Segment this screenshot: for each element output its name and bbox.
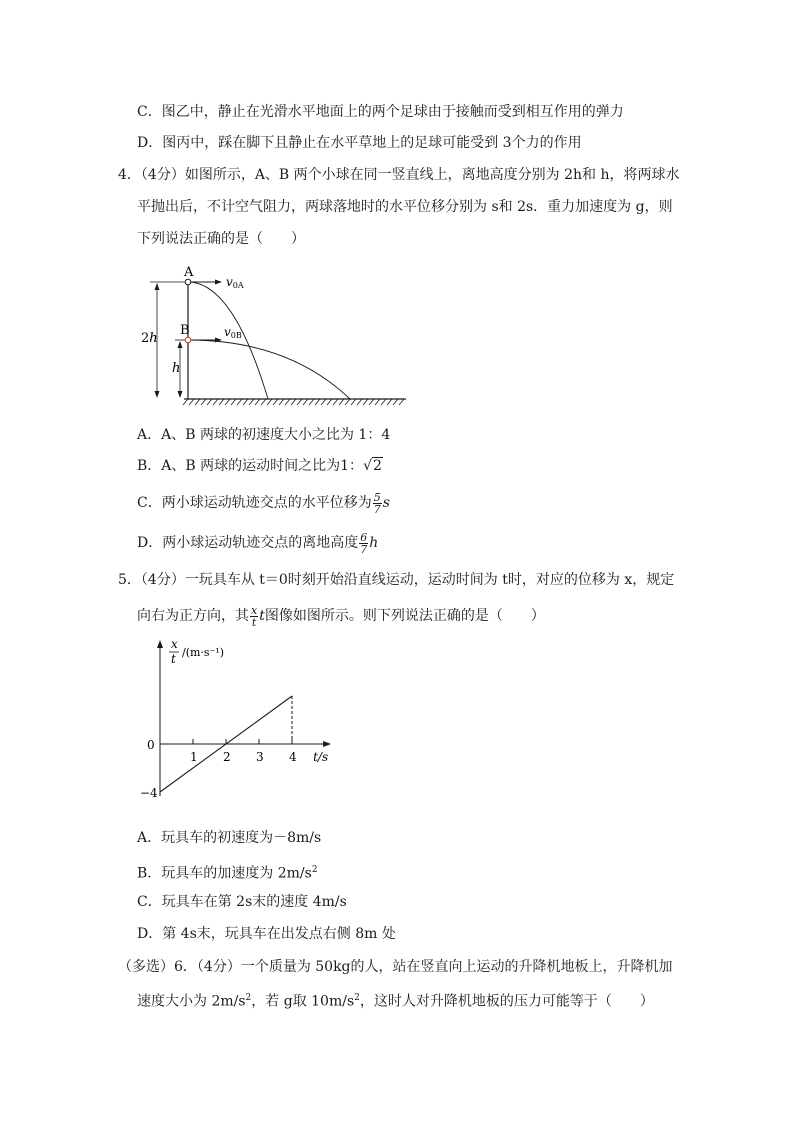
hatch-mark: [315, 399, 320, 405]
q6-stem-line2: 速度大小为 $2m/s^2$，若 g取 $10m/s^2$，这时人对升降机地板的压力可能等于（ ）: [137, 993, 654, 1010]
hatch-mark: [261, 399, 266, 405]
x-tick-label: 4: [289, 750, 297, 764]
2h-arrow-top: [155, 283, 160, 290]
x-tick-label: 3: [256, 750, 264, 764]
q4-option-d: D．两小球运动轨迹交点的离地高度 $\frac{6}{7}$ h: [137, 530, 379, 556]
hatch-mark: [213, 399, 218, 405]
x-axis-arrowhead: [323, 741, 331, 747]
hatch-mark: [327, 399, 332, 405]
hatch-mark: [321, 399, 326, 405]
hatch-mark: [195, 399, 200, 405]
hatch-mark: [225, 399, 230, 405]
hatch-mark: [339, 399, 344, 405]
label-v0b: v0B: [224, 325, 242, 340]
trajectory-b: [188, 340, 350, 399]
ground-hatching: [183, 399, 404, 405]
hatch-mark: [279, 399, 284, 405]
hatch-mark: [369, 399, 374, 405]
q3-option-c: C．图乙中，静止在光滑水平地面上的两个足球由于接触而受到相互作用的弹力: [137, 104, 624, 120]
hatch-mark: [363, 399, 368, 405]
hatch-mark: [345, 399, 350, 405]
ball-b: [185, 337, 191, 343]
q4-option-b: B．A、B 两球的运动时间之比为1：√2: [137, 458, 382, 474]
hatch-mark: [243, 399, 248, 405]
v0a-arrowhead: [215, 280, 222, 285]
y-tick-label: −4: [140, 786, 158, 800]
q5-option-b: B．玩具车的加速度为 $2m/s^2$: [137, 865, 318, 882]
x-axis-label: t/s: [313, 750, 329, 764]
label-h: h: [172, 361, 181, 376]
label-b: B: [180, 323, 190, 338]
hatch-mark: [309, 399, 314, 405]
hatch-mark: [393, 399, 398, 405]
hatch-mark: [189, 399, 194, 405]
h-arrow-top: [178, 341, 183, 348]
label-2h: 2h: [141, 331, 158, 346]
hatch-mark: [357, 399, 362, 405]
hatch-mark: [375, 399, 380, 405]
q5-stem-line2: 向右为正方向，其 $\frac{x}{t}$ t图像如图所示。则下列说法正确的是（ ）: [137, 603, 545, 629]
hatch-mark: [273, 399, 278, 405]
hatch-mark: [387, 399, 392, 405]
y-axis-label-unit: /(m·s⁻¹): [182, 646, 225, 659]
x-tick-label: 2: [223, 750, 231, 764]
q6-stem-line1: （多选）6．（4分）一个质量为 50kg的人，站在竖直向上运动的升降机地板上，升降机加: [118, 959, 673, 975]
hatch-mark: [255, 399, 260, 405]
origin-label: 0: [147, 738, 155, 752]
hatch-mark: [207, 399, 212, 405]
ball-a: [185, 279, 191, 285]
hatch-mark: [267, 399, 272, 405]
2h-arrow-bottom: [155, 391, 160, 398]
hatch-mark: [351, 399, 356, 405]
hatch-mark: [399, 399, 404, 405]
hatch-mark: [237, 399, 242, 405]
hatch-mark: [201, 399, 206, 405]
q4-stem-line2: 平抛出后，不计空气阻力，两球落地时的水平位移分别为 s和 2s．重力加速度为 g，则: [137, 199, 673, 215]
hatch-mark: [297, 399, 302, 405]
y-axis-label-den: t: [171, 652, 176, 666]
hatch-mark: [381, 399, 386, 405]
q4-stem-line1: 4．（4分）如图所示，A、B 两个小球在同一竖直线上，离地高度分别为 2h和 h，将两球水: [118, 167, 680, 183]
hatch-mark: [231, 399, 236, 405]
hatch-mark: [249, 399, 254, 405]
x-tick-label: 1: [190, 750, 198, 764]
y-axis-arrowhead: [157, 640, 163, 648]
h-arrow-bottom: [178, 391, 183, 398]
hatch-mark: [291, 399, 296, 405]
q4-option-c: C．两小球运动轨迹交点的水平位移为 $\frac{5}{7}$ s: [137, 490, 390, 516]
q5-option-d: D．第 4s末，玩具车在出发点右侧 8m 处: [137, 926, 396, 942]
hatch-mark: [303, 399, 308, 405]
y-axis-label-num: x: [171, 637, 178, 651]
q5-option-a: A．玩具车的初速度为－8m/s: [137, 830, 322, 846]
hatch-mark: [285, 399, 290, 405]
q4-option-a: A．A、B 两球的初速度大小之比为 1：4: [137, 427, 391, 443]
q5-option-c: C．玩具车在第 2s末的速度 4m/s: [137, 894, 347, 910]
label-v0a: v0A: [226, 275, 244, 290]
hatch-mark: [183, 399, 188, 405]
projectile-figure: [138, 262, 418, 412]
q4-stem-line3: 下列说法正确的是（ ）: [137, 231, 305, 247]
hatch-mark: [219, 399, 224, 405]
hatch-mark: [333, 399, 338, 405]
q3-option-d: D．图丙中，踩在脚下且静止在水平草地上的足球可能受到 3个力的作用: [137, 135, 582, 151]
label-a: A: [184, 265, 194, 280]
q5-stem-line1: 5．（4分）一玩具车从 t＝0时刻开始沿直线运动，运动时间为 t时，对应的位移为 x，规定: [118, 572, 675, 588]
x-over-t-chart: [138, 632, 358, 812]
